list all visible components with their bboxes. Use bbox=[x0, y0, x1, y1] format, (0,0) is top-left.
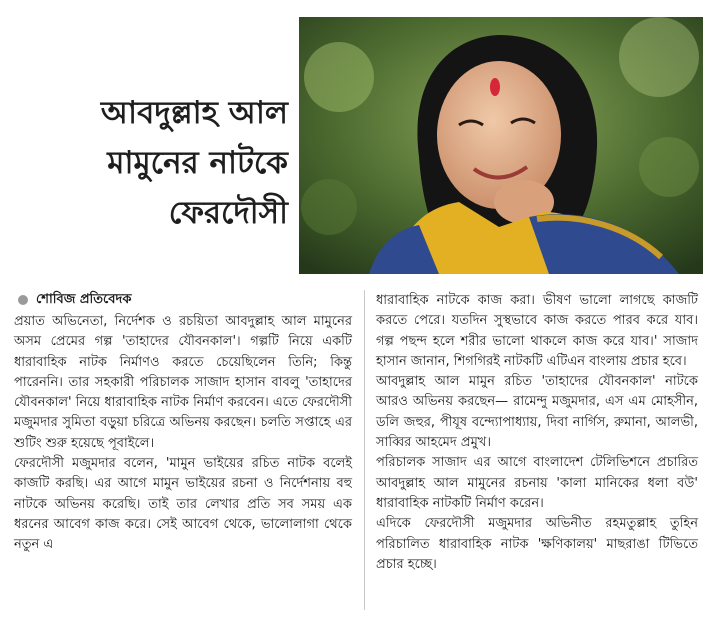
paragraph: পরিচালক সাজাদ এর আগে বাংলাদেশ টেলিভিশনে প্রচারিত আবদুল্লাহ আল মামুনের রচনায় 'কালা মানিকের ধলা বউ' ধারাবাহিক নাটকটি নির্মাণ করেন। bbox=[376, 455, 698, 511]
paragraph: এদিকে ফেরদৌসী মজুমদার অভিনীত রহমতুল্লাহ তুহিন পরিচালিত ধারাবাহিক নাটক 'ক্ষণিকালয়' মাছরাঙা টিভিতে প্রচার হচ্ছে। bbox=[376, 516, 698, 572]
byline bbox=[14, 291, 354, 309]
left-column bbox=[14, 312, 352, 556]
portrait-photo bbox=[299, 17, 703, 274]
paragraph: আবদুল্লাহ আল মামুন রচিত 'তাহাদের যৌবনকাল' নাটকে আরও অভিনয় করছেন— রামেন্দু মজুমদার, এস এম মোহসীন, ডলি জহুর, পীযূষ বন্দ্যোপাধ্যায়, দিবা নার্গিস, রুমানা, আলভী, সাব্বির আহমেদ প্রমুখ। bbox=[376, 374, 698, 451]
right-column bbox=[376, 291, 698, 575]
byline-text: শোবিজ প্রতিবেদক bbox=[36, 292, 132, 307]
paragraph: ধারাবাহিক নাটকে কাজ করা। ভীষণ ভালো লাগছে কাজটি করতে পেরে। যতদিন সুস্থভাবে কাজ করতে পারব করে যাব। গল্প পছন্দ হলে শরীর ভালো থাকলে কাজ করে যাব।' সাজাদ হাসান জানান, শিগগিরই নাটকটি এটিএন বাংলায় প্রচার হবে। bbox=[376, 293, 698, 369]
portrait-photo-image bbox=[299, 17, 703, 274]
column-divider bbox=[364, 290, 365, 610]
paragraph: ফেরদৌসী মজুমদার বলেন, 'মামুন ভাইয়ের রচিত নাটক বলেই কাজটি করছি। এর আগে মামুন ভাইয়ের রচনা ও নির্দেশনায় বহু নাটকে অভিনয় করেছি। তাই তার লেখার প্রতি সব সময় এক ধরনের আবেগ কাজ করে। সেই আবেগ থেকে, ভালোলাগা থেকে নতুন এ bbox=[14, 456, 352, 553]
bullet-icon bbox=[18, 295, 28, 305]
paragraph: প্রয়াত অভিনেতা, নির্দেশক ও রচয়িতা আবদুল্লাহ আল মামুনের অসম প্রেমের গল্প 'তাহাদের যৌবনকাল'। গল্পটি নিয়ে একটি ধারাবাহিক নাটক নির্মাণও করতে চেয়েছিলেন তিনি; কিন্তু পারেননি। তার সহকারী পরিচালক সাজাদ হাসান বাবলু 'তাহাদের যৌবনকাল' নিয়ে ধারাবাহিক নাটক নির্মাণ করবেন। এতে ফেরদৌসী মজুমদার সুমিতা বড়ুয়া চরিত্রে অভিনয় করছেন। চলতি সপ্তাহে এর শুটিং শুরু হয়েছে পূবাইলে। bbox=[14, 314, 352, 451]
headline: আবদুল্লাহ আল মামুনের নাটকে ফেরদৌসী bbox=[100, 95, 288, 231]
